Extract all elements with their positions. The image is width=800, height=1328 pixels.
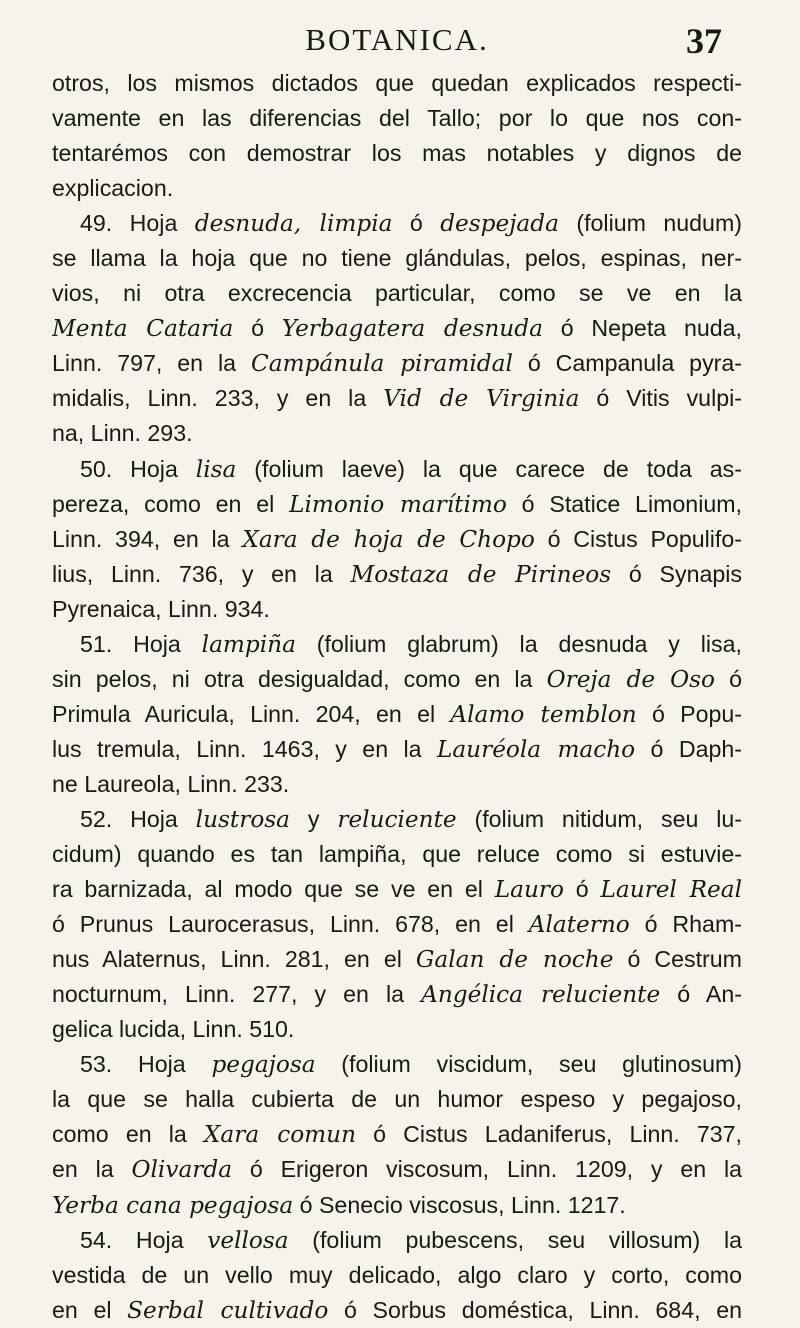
italic-term: lustrosa xyxy=(195,805,291,833)
text-line xyxy=(52,802,742,837)
text-line xyxy=(52,487,742,522)
text-line xyxy=(52,627,742,662)
text-line xyxy=(52,872,742,907)
text-run: Pyrenaica, Linn. 934. xyxy=(52,595,270,622)
text-line xyxy=(52,767,742,802)
text-run: ó xyxy=(233,315,282,342)
text-run: tentarémos con demostrar los mas notables y dignos de xyxy=(52,140,742,167)
text-run: midalis, Linn. 233, y en la xyxy=(52,385,384,412)
text-run: 54. Hoja xyxy=(80,1226,208,1253)
text-run: 51. Hoja xyxy=(80,630,202,657)
text-line xyxy=(52,662,742,697)
text-line xyxy=(52,697,742,732)
italic-term: Alamo temblon xyxy=(450,700,637,728)
italic-term: Angélica reluciente xyxy=(421,981,661,1009)
running-title: BOTANICA. xyxy=(305,22,489,57)
text-run: ó Daph- xyxy=(635,735,742,762)
text-run: se llama la hoja que no tiene glándulas, pelos, espinas, ner- xyxy=(52,245,742,272)
text-line xyxy=(52,837,742,872)
italic-term: Menta Cataria xyxy=(52,315,234,343)
text-run: (folium viscidum, seu glutinosum) xyxy=(315,1051,742,1078)
text-run: ra barnizada, al modo que se ve en el xyxy=(52,876,495,903)
text-run: ó Sorbus doméstica, Linn. 684, en xyxy=(328,1296,742,1323)
text-run: cidum) quando es tan lampiña, que reluce como si estuvie- xyxy=(52,841,742,868)
text-run: Linn. 394, en la xyxy=(52,525,243,552)
text-line xyxy=(52,592,742,627)
text-run: explicacion. xyxy=(52,175,174,202)
text-line xyxy=(52,1047,742,1082)
text-run: lius, Linn. 736, y en la xyxy=(52,560,351,587)
italic-term: Limonio marítimo xyxy=(289,490,507,518)
text-run: ó Cistus Ladaniferus, Linn. 737, xyxy=(356,1121,742,1148)
italic-term: despejada xyxy=(440,210,559,238)
text-run: nus Alaternus, Linn. 281, en el xyxy=(52,946,416,973)
text-line xyxy=(52,101,742,136)
italic-term: Mostaza de Pirineos xyxy=(350,560,612,588)
italic-term: Campánula piramidal xyxy=(251,350,513,378)
text-line xyxy=(52,1082,742,1117)
text-run: ó Prunus Laurocerasus, Linn. 678, en el xyxy=(52,911,529,938)
text-line xyxy=(52,241,742,276)
text-run: ó Statice Limonium, xyxy=(506,490,742,517)
text-run: na, Linn. 293. xyxy=(52,420,193,447)
text-line xyxy=(52,942,742,977)
italic-term: Laurel Real xyxy=(600,876,742,904)
italic-term: Vid de Virginia xyxy=(383,385,580,413)
text-line xyxy=(52,1152,742,1187)
text-run: ó Cestrum xyxy=(613,946,742,973)
italic-term: pegajosa xyxy=(211,1051,316,1079)
text-run: ne Laureola, Linn. 233. xyxy=(52,770,290,797)
text-line xyxy=(52,1188,742,1223)
text-line xyxy=(52,416,742,451)
text-line xyxy=(52,136,742,171)
italic-term: reluciente xyxy=(337,805,457,833)
text-run: en la xyxy=(52,1156,132,1183)
text-run: como en la xyxy=(52,1121,204,1148)
text-line xyxy=(52,452,742,487)
text-run: lus tremula, Linn. 1463, y en la xyxy=(52,735,437,762)
text-run: nocturnum, Linn. 277, y en la xyxy=(52,981,422,1008)
text-line xyxy=(52,311,742,346)
text-run: Linn. 797, en la xyxy=(52,350,252,377)
text-run: la que se halla cubierta de un humor espeso y pegajoso, xyxy=(52,1086,742,1113)
text-line xyxy=(52,522,742,557)
text-run: pereza, como en el xyxy=(52,490,290,517)
text-run: 52. Hoja xyxy=(80,805,196,832)
body-text xyxy=(52,66,742,1328)
italic-term: vellosa xyxy=(207,1226,289,1254)
text-line xyxy=(52,732,742,767)
text-run: gelica lucida, Linn. 510. xyxy=(52,1016,295,1043)
text-run: sin pelos, ni otra desigualdad, como en la xyxy=(52,665,547,692)
page-number: 37 xyxy=(686,21,722,61)
italic-term: desnuda, limpia xyxy=(194,210,393,238)
italic-term: Serbal cultivado xyxy=(127,1296,329,1324)
italic-term: Alaterno xyxy=(528,911,630,939)
text-run: ó Popu- xyxy=(636,700,742,727)
text-run: 53. Hoja xyxy=(80,1051,212,1078)
text-run: (folium nitidum, seu lu- xyxy=(456,805,742,832)
text-line xyxy=(52,1293,742,1328)
italic-term: Lauréola macho xyxy=(436,735,636,763)
text-line xyxy=(52,381,742,416)
italic-term: Xara de hoja de Chopo xyxy=(242,525,535,553)
text-line xyxy=(52,907,742,942)
text-run: ó An- xyxy=(660,981,742,1008)
text-run: ó Synapis xyxy=(611,560,742,587)
text-run: vestida de un vello muy delicado, algo claro y corto, como xyxy=(52,1261,742,1288)
text-line xyxy=(52,1012,742,1047)
text-run: (folium pubescens, seu villosum) la xyxy=(288,1226,742,1253)
italic-term: Oreja de Oso xyxy=(546,665,715,693)
text-run: (folium nudum) xyxy=(558,210,742,237)
italic-term: Yerbagatera desnuda xyxy=(281,315,543,343)
text-run: ó Vitis vulpi- xyxy=(579,385,742,412)
running-head xyxy=(52,20,742,60)
text-run: ó Senecio viscosus, Linn. 1217. xyxy=(293,1191,626,1218)
text-run: y xyxy=(290,805,338,832)
text-run: ó Rham- xyxy=(629,911,742,938)
text-run: (folium glabrum) la desnuda y lisa, xyxy=(295,630,742,657)
text-run: 49. Hoja xyxy=(80,210,195,237)
text-run: (folium laeve) la que carece de toda as- xyxy=(236,455,742,482)
italic-term: Lauro xyxy=(494,876,564,904)
text-line xyxy=(52,1258,742,1293)
text-line xyxy=(52,977,742,1012)
italic-term: lampiña xyxy=(201,630,296,658)
text-run: otros, los mismos dictados que quedan explicados respecti- xyxy=(52,70,742,96)
italic-term: Olivarda xyxy=(131,1156,233,1184)
text-run: ó Erigeron viscosum, Linn. 1209, y en la xyxy=(232,1156,742,1183)
text-run: ó Campanula pyra- xyxy=(512,350,742,377)
text-run: Primula Auricula, Linn. 204, en el xyxy=(52,700,451,727)
text-line xyxy=(52,1117,742,1152)
italic-term: Xara comun xyxy=(203,1121,357,1149)
text-run: vamente en las diferencias del Tallo; por lo que nos con- xyxy=(52,105,742,132)
text-run: ó xyxy=(563,876,601,903)
text-run: ó Cistus Populifo- xyxy=(534,525,742,552)
italic-term: Yerba cana pegajosa xyxy=(52,1191,294,1219)
text-line xyxy=(52,66,742,101)
text-line xyxy=(52,206,742,241)
text-line xyxy=(52,171,742,206)
text-line xyxy=(52,557,742,592)
italic-term: lisa xyxy=(195,455,237,483)
text-run: ó xyxy=(392,210,441,237)
text-run: ó xyxy=(714,665,742,692)
text-run: ó Nepeta nuda, xyxy=(542,315,742,342)
text-line xyxy=(52,276,742,311)
text-run: 50. Hoja xyxy=(80,455,196,482)
text-run: vios, ni otra excrecencia particular, como se ve en la xyxy=(52,280,742,307)
text-line xyxy=(52,346,742,381)
italic-term: Galan de noche xyxy=(415,946,614,974)
text-run: en el xyxy=(52,1296,128,1323)
